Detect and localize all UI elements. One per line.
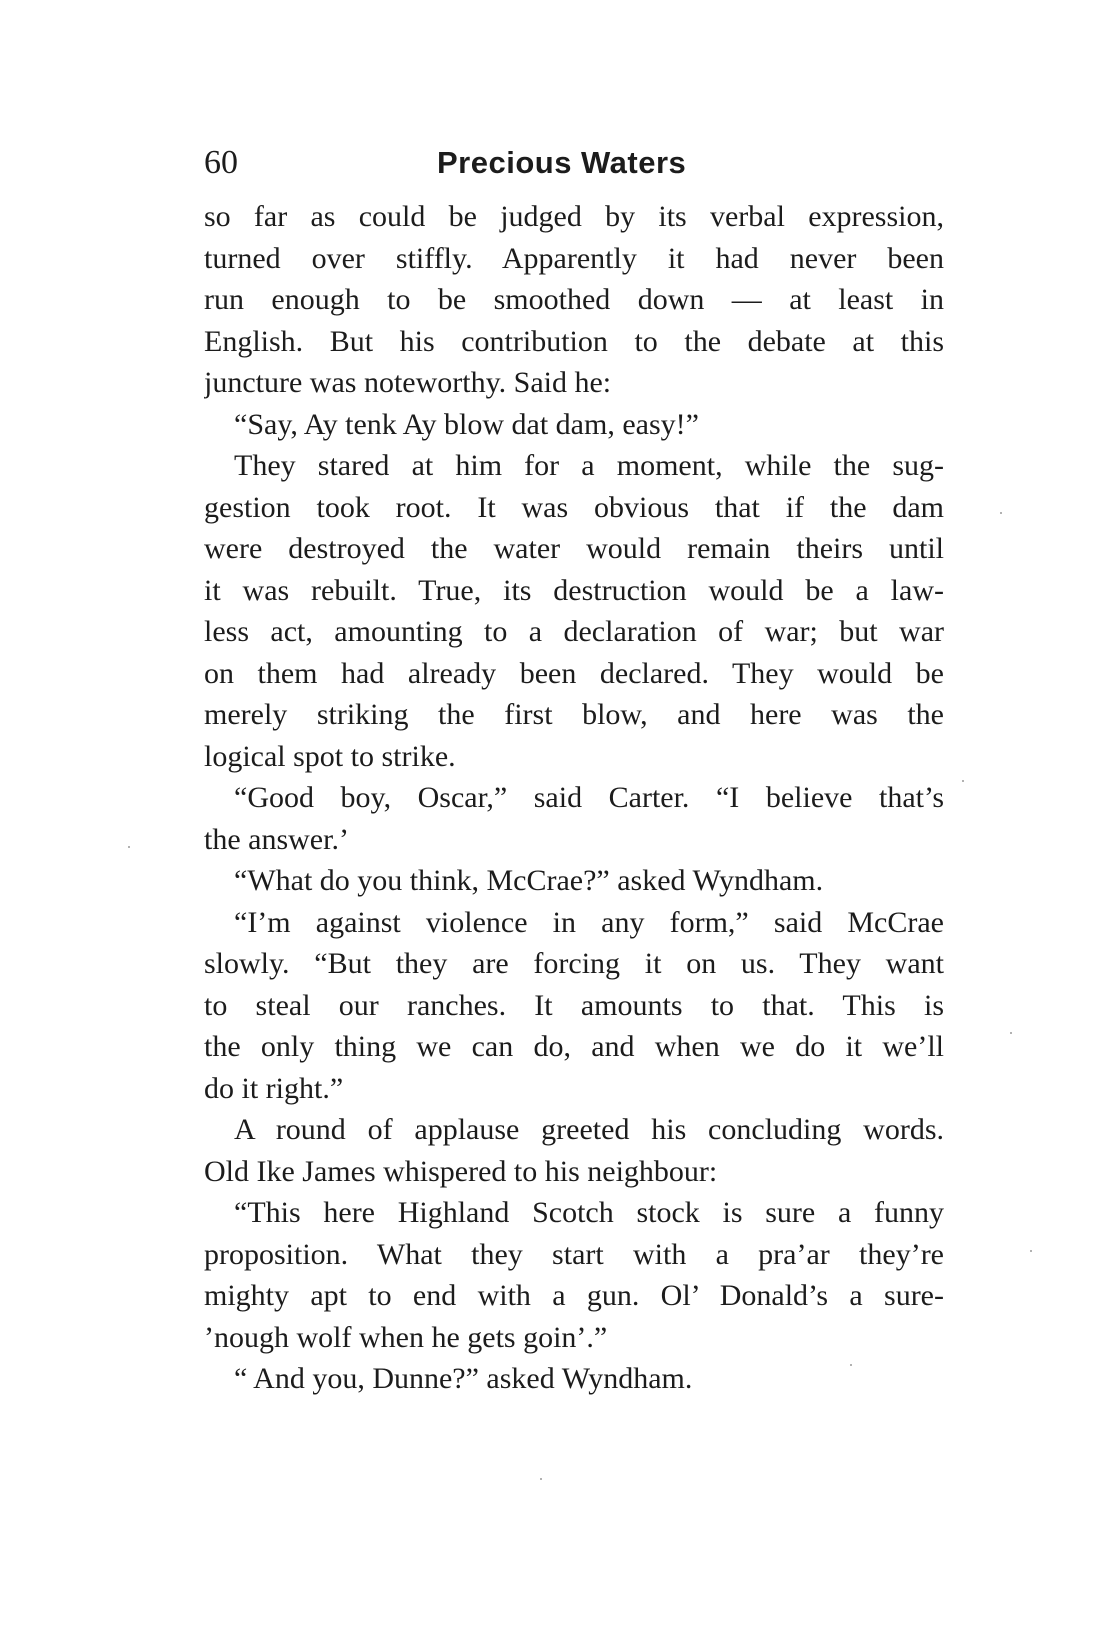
text-line: do it right.” [204,1071,344,1105]
text-line: Old Ike James whispered to his neighbour: [204,1154,718,1188]
scan-speck [540,1478,542,1480]
text-line: the answer.’ [204,822,349,856]
body-text [204,196,944,1400]
text-line: it was rebuilt. True, its destruction would be a law- [204,573,944,607]
text-line: the only thing we can do, and when we do it we’ll [204,1030,944,1063]
text-line: logical spot to strike. [204,739,456,773]
text-line: merely striking the first blow, and here was the [204,698,944,731]
text-line: “What do you think, McCrae?” asked Wyndham. [234,864,824,897]
text-line: juncture was noteworthy. Said he: [204,366,612,399]
text-line: ’nough wolf when he gets goin’.” [204,1320,608,1354]
page-header [204,138,949,188]
text-line: were destroyed the water would remain theirs until [204,532,944,565]
text-line: less act, amounting to a declaration of war; but war [204,615,944,648]
text-line: “ And you, Dunne?” asked Wyndham. [234,1362,693,1395]
text-line: “Good boy, Oscar,” said Carter. “I believe that’s [234,781,944,814]
text-line: to steal our ranches. It amounts to that. This is [204,988,944,1022]
text-line: “I’m against violence in any form,” said McCrae [234,905,944,939]
text-line: slowly. “But they are forcing it on us. They want [204,947,944,980]
page-number: 60 [204,144,238,181]
text-line: mighty apt to end with a gun. Ol’ Donald’s a sure- [204,1279,944,1312]
scan-speck [128,846,130,848]
text-line: “Say, Ay tenk Ay blow dat dam, easy!” [234,407,699,441]
text-line: gestion took root. It was obvious that if the dam [204,490,944,524]
scan-speck [962,780,964,782]
text-line: turned over stiffly. Apparently it had never been [204,241,944,275]
text-line: They stared at him for a moment, while the sug- [234,449,944,482]
text-line: English. But his contribution to the debate at this [204,324,944,358]
scan-speck [1010,1032,1012,1034]
scan-speck [1000,512,1002,514]
scan-speck [850,1364,852,1366]
text-line: “This here Highland Scotch stock is sure a funny [234,1196,944,1229]
text-line: proposition. What they start with a pra’ar they’re [204,1237,944,1271]
text-line: run enough to be smoothed down — at least in [204,283,944,316]
text-line: on them had already been declared. They would be [204,656,944,690]
text-line: A round of applause greeted his concluding words. [234,1113,944,1146]
running-title: Precious Waters [437,145,687,180]
scan-speck [1030,1250,1032,1252]
text-line: so far as could be judged by its verbal expression, [204,200,944,233]
